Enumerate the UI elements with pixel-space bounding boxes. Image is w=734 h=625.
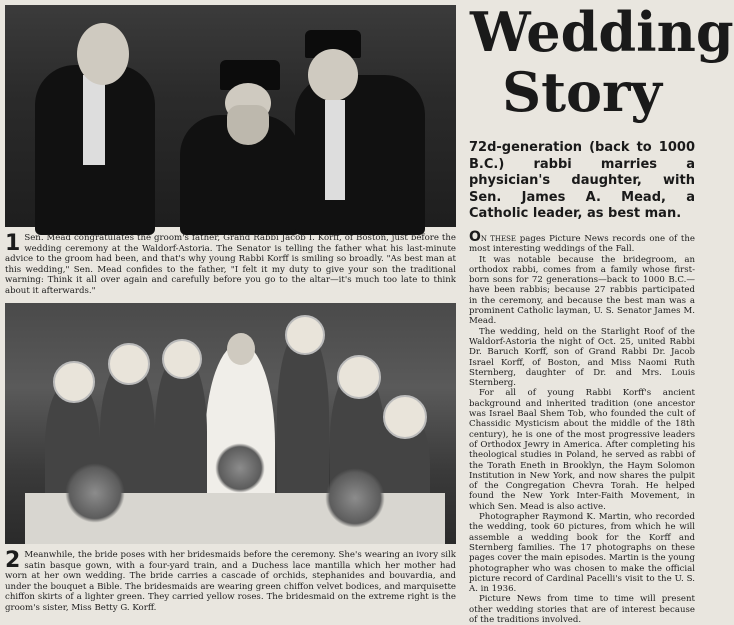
bridesmaid-5-bonnet bbox=[337, 355, 381, 399]
article-paragraph-3: The wedding, held on the Starlight Roof of the Waldorf-Astoria the night of Oct. 25, united Rabbi Dr. Baruch Korff, son of Grand Rabbi Dr. Jacob Israel Korff, of Boston, and Miss Naomi Ruth Sternberg, daughter of Dr. and Mrs. Louis Sternberg. bbox=[469, 326, 695, 389]
bride-face bbox=[227, 333, 255, 365]
article-paragraph-4: For all of young Rabbi Korff's ancient background and inherited tradition (one ancestor was Israel Baal Shem Tob, who founded the cult of Chassidic Mysticism about the middle of the 18th century), he is one of the most progressive leaders of Orthodox Jewry in America. After completing his theological studies in Poland, he served as rabbi of the Torath Eneth in Brooklyn, the Haym Solomon Institution in New York, and now shares the pulpit of the Congregation Chevra Torah. He helped found the New York Inter-Faith Movement, in which Sen. Mead is also active. bbox=[469, 388, 695, 512]
bridesmaid-3-bonnet bbox=[162, 339, 202, 379]
groom-shirt bbox=[325, 100, 345, 200]
article-paragraph-5: Photographer Raymond K. Martin, who recorded the wedding, took 60 pictures, from which he will assemble a wedding book for the Korff and Sternberg families. The 17 photographs on these pages cover the main episodes. Martin is the young photographer who was chosen to make the official picture record of Cardinal Pacelli's visit to the U. S. A. in 1936. bbox=[469, 512, 695, 595]
groom-face bbox=[308, 49, 358, 101]
caption-photo-1 bbox=[5, 233, 456, 297]
bouquet-2 bbox=[325, 468, 385, 528]
rabbi-father-beard bbox=[227, 105, 269, 145]
bouquet-1 bbox=[65, 463, 125, 523]
deck-subheading: 72d-generation (back to 1000 B.C.) rabbi marries a physician's daughter, with Sen. James A. Mead, a Catholic leader, as best man. bbox=[469, 140, 695, 221]
headline bbox=[470, 0, 734, 124]
article-paragraph-2: It was notable because the bridegroom, an orthodox rabbi, comes from a family whose first-born sons for 72 generations—back to 1000 B.C.—have been rabbis; because 27 rabbis participated in the ceremony, and because the best man was a prominent Catholic layman, U. S. Senator James M. Mead. bbox=[469, 254, 695, 327]
senator-shirt bbox=[83, 75, 105, 165]
article-paragraph-1 bbox=[469, 229, 695, 255]
lead-smallcaps: N THESE bbox=[480, 235, 517, 243]
bride-bouquet bbox=[215, 443, 265, 493]
caption-text: Meanwhile, the bride poses with her bridesmaids before the ceremony. She's wearing an ivory silk satin basque gown, with a four-yard train, and a Duchess lace mantilla which her mother had worn at her own wedding. The bride carries a cascade of orchids, stephanides and bouvardia, and under the bouquet a Bible. The bridesmaids are wearing green chiffon velvet bodices, and marquisette chiffon skirts of a lighter green. They carried yellow roses. The bridesmaid on the extreme right is the groom's sister, Miss Betty G. Korff. bbox=[5, 550, 456, 613]
photo-bride-and-bridesmaids bbox=[5, 303, 456, 544]
headline-line-2: Story bbox=[502, 60, 662, 124]
paragraph-text: pages Picture News records one of the most interesting weddings of the Fall. bbox=[469, 234, 695, 255]
headline-line-1: Wedding bbox=[470, 0, 734, 64]
article-paragraph-6: Picture News from time to time will present other wedding stories that are of interest because of the traditions involved. bbox=[469, 594, 695, 625]
caption-number: 1 bbox=[5, 231, 21, 256]
bridesmaid-1-bonnet bbox=[53, 361, 95, 403]
photo-senator-and-rabbis bbox=[5, 5, 456, 227]
bridesmaid-6-bonnet bbox=[383, 395, 427, 439]
bridesmaid-4-bonnet bbox=[285, 315, 325, 355]
groom-figure bbox=[295, 75, 425, 235]
caption-photo-2 bbox=[5, 550, 456, 614]
article-body bbox=[469, 229, 695, 625]
caption-text: Sen. Mead congratulates the groom's father, Grand Rabbi Jacob I. Korff, of Boston, just before the wedding ceremony at the Waldorf-Astoria. The Senator is telling the father what his last-minute advice to the groom had been, and that's why young Rabbi Korff is smiling so broadly. "As best man at this wedding," Sen. Mead confides to the father, "I felt it my duty to give your son the traditional warning: Think it all over again and carefully before you go to the altar—it's much too late to think about it afterwards." bbox=[5, 233, 456, 296]
drop-cap: O bbox=[469, 229, 481, 245]
bridesmaid-2-bonnet bbox=[108, 343, 150, 385]
senator-face bbox=[77, 23, 129, 85]
caption-number: 2 bbox=[5, 548, 21, 573]
